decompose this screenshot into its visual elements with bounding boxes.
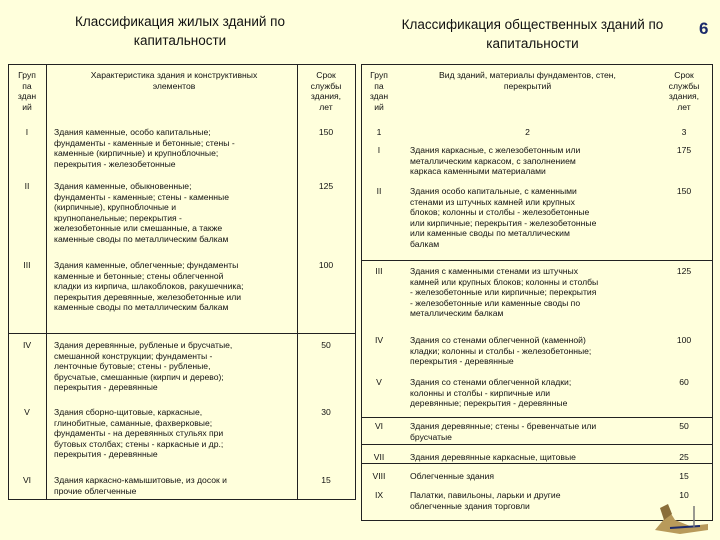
group-number: IX	[374, 490, 384, 500]
service-life: 50	[321, 340, 331, 350]
row-divider	[362, 417, 712, 418]
service-life: 60	[679, 377, 689, 387]
service-life: 15	[679, 471, 689, 481]
building-description: Здания деревянные каркасные, щитовые	[410, 452, 576, 462]
group-number: VI	[22, 475, 32, 485]
building-description: Здания каменные, облегченные; фундаменты каменные и бетонные; стены облегченной кладки из кирпича, шлакоблоков, ракушечника; перекрытия деревянные, железобетонные или каменные своды по металлическим балкам	[54, 260, 244, 313]
group-number: I	[25, 127, 29, 137]
service-life: 30	[321, 407, 331, 417]
building-description: Здания сборно-щитовые, каркасные, глинобитные, саманные, фахверковые; фундаменты - на деревянных стульях при бутовых столбах; стены - каркасные и др.; перекрытия - деревянные	[54, 407, 224, 460]
row-divider	[9, 333, 355, 334]
logo-icon	[650, 500, 710, 540]
service-life: 125	[318, 181, 334, 191]
service-life: 175	[676, 145, 692, 155]
header-description: Вид зданий, материалы фундаментов, стен, перекрытий	[439, 70, 616, 91]
row-divider	[362, 444, 712, 445]
building-description: Здания со стенами облегченной кладки; колонны и столбы - кирпичные или деревянные; перекрытия - деревянные	[410, 377, 572, 409]
group-number: VIII	[372, 471, 386, 481]
row-divider	[362, 463, 712, 464]
group-number: VII	[373, 452, 385, 462]
column-number: 3	[681, 127, 687, 137]
row-divider	[362, 260, 712, 261]
header-service-life: Срок службы здания, лет	[310, 70, 342, 112]
service-life: 150	[318, 127, 334, 137]
building-description: Здания особо капитальные, с каменными стенами из штучных камней или крупных блоков; колонны и столбы - железобетонные или кирпичные; перекрытия - железобетонные или каменные своды по металлическим балкам	[410, 186, 597, 249]
group-number: V	[376, 377, 382, 387]
service-life: 100	[676, 335, 692, 345]
group-number: II	[376, 186, 382, 196]
page-number: 6	[699, 19, 709, 38]
building-description: Палатки, павильоны, ларьки и другие облегченные здания торговли	[410, 490, 561, 511]
building-description: Здания с каменными стенами из штучных камней или крупных блоков; колонны и столбы - железобетонные или кирпичные; перекрытия - железобетонные или каменные своды по металлическим балкам	[410, 266, 599, 319]
service-life: 10	[679, 490, 689, 500]
service-life: 150	[676, 186, 692, 196]
building-description: Здания каркасные, с железобетонным или металлическим каркасом, с заполнением каркаса каменными материалами	[410, 145, 581, 177]
header-group: Груп па здан ий	[369, 70, 389, 112]
header-description: Характеристика здания и конструктивных элементов	[90, 70, 258, 91]
header-group: Груп па здан ий	[17, 70, 37, 112]
service-life: 15	[321, 475, 331, 485]
column-number: 2	[525, 127, 530, 137]
group-number: II	[24, 181, 30, 191]
service-life: 125	[676, 266, 692, 276]
group-number: V	[24, 407, 30, 417]
service-life: 100	[318, 260, 334, 270]
group-number: VI	[374, 421, 384, 431]
column-number: 1	[376, 127, 382, 137]
building-description: Здания каменные, обыкновенные; фундаменты - каменные; стены - каменные (кирпичные), крупноблочные и крупнопанельные; перекрытия - железобетонные или смешанные, а также каменные своды по металлическим балкам	[54, 181, 229, 244]
building-description: Здания каркасно-камышитовые, из досок и прочие облегченные	[54, 475, 227, 496]
building-description: Здания каменные, особо капитальные; фундаменты - каменные и бетонные; стены - каменные (кирпичные) и крупноблочные; перекрытия - железобетонные	[54, 127, 235, 169]
group-number: IV	[22, 340, 32, 350]
service-life: 25	[679, 452, 689, 462]
building-description: Здания деревянные; стены - бревенчатые или брусчатые	[410, 421, 597, 442]
column-divider	[46, 65, 47, 499]
right-table-title: Классификация общественных зданий по капитальности	[401, 17, 664, 51]
building-description: Здания со стенами облегченной (каменной) кладки; колонны и столбы - железобетонные; перекрытия - деревянные	[410, 335, 592, 367]
group-number: III	[23, 260, 31, 270]
service-life: 50	[679, 421, 689, 431]
building-description: Облегченные здания	[410, 471, 494, 481]
group-number: I	[377, 145, 381, 155]
left-table-title: Классификация жилых зданий по капитальности	[74, 14, 286, 48]
group-number: IV	[374, 335, 384, 345]
building-description: Здания деревянные, рубленые и брусчатые, смешанной конструкции; фундаменты - ленточные бутовые; стены - рубленые, брусчатые, смешанные (кирпич и дерево); перекрытия - деревянные	[54, 340, 233, 393]
group-number: III	[375, 266, 383, 276]
header-service-life: Срок службы здания, лет	[668, 70, 700, 112]
